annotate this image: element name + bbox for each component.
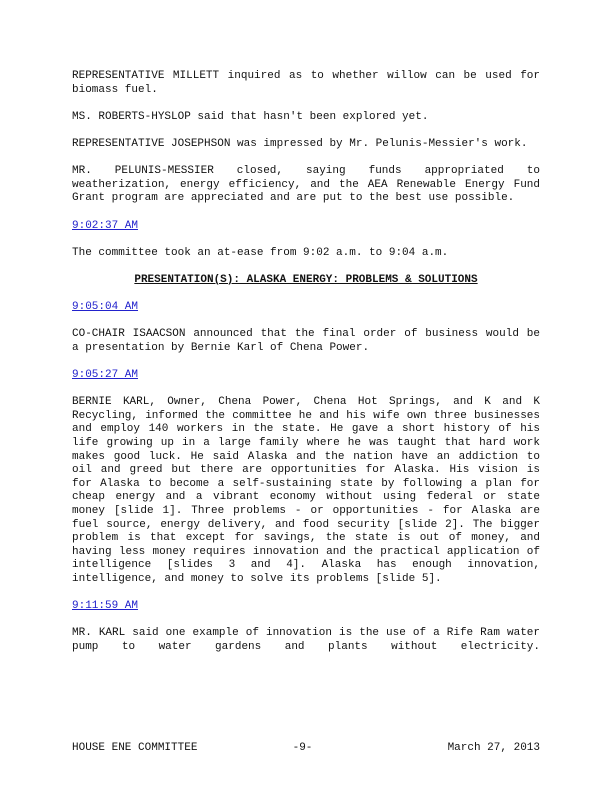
paragraph-karl-2: MR. KARL said one example of innovation is the use of a Rife Ram water pump to water gardens and plants without electricity. (72, 627, 540, 653)
footer-page-number: -9- (292, 742, 313, 754)
paragraph-at-ease: The committee took an at-ease from 9:02 a.m. to 9:04 a.m. (72, 246, 449, 259)
paragraph-pelunis-messier: MR. PELUNIS-MESSIER closed, saying funds appropriated to weatherization, energy efficiency, and the AEA Renewable Energy Fund Grant program are appreciated and are put to the best use possible. (72, 165, 540, 205)
document-page (72, 70, 540, 668)
footer-date: March 27, 2013 (447, 742, 540, 754)
footer-committee: HOUSE ENE COMMITTEE (72, 742, 198, 754)
paragraph-roberts-hyslop: MS. ROBERTS-HYSLOP said that hasn't been explored yet. (72, 110, 429, 123)
paragraph-millett: REPRESENTATIVE MILLETT inquired as to whether willow can be used for biomass fuel. (72, 70, 540, 96)
timestamp-link[interactable]: 9:02:37 AM (72, 219, 139, 232)
paragraph-isaacson: CO-CHAIR ISAACSON announced that the final order of business would be a presentation by Bernie Karl of Chena Power. (72, 328, 540, 354)
timestamp-link[interactable]: 9:11:59 AM (72, 600, 139, 613)
page-footer (72, 742, 540, 754)
section-heading: PRESENTATION(S): ALASKA ENERGY: PROBLEMS & SOLUTIONS (134, 273, 478, 286)
paragraph-josephson: REPRESENTATIVE JOSEPHSON was impressed by Mr. Pelunis-Messier's work. (72, 137, 528, 150)
timestamp-link[interactable]: 9:05:27 AM (72, 369, 139, 382)
paragraph-karl: BERNIE KARL, Owner, Chena Power, Chena Hot Springs, and K and K Recycling, informed the committee he and his wife own three businesses and employ 140 workers in the state. He gave a short history of his life growing up in a large family where he was taught that hard work makes good luck. He said Alaska and the nation have an addiction to oil and greed but there are opportunities for Alaska. His vision is for Alaska to become a self-sustaining state by following a plan for cheap energy and a vibrant economy without using federal or state money [slide 1]. Three problems - or opportunities - for Alaska are fuel source, energy delivery, and food security [slide 2]. The bigger problem is that except for savings, the state is out of money, and having less money requires innovation and the practical application of intelligence [slides 3 and 4]. Alaska has enough innovation, intelligence, and money to solve its problems [slide 5]. (72, 396, 540, 585)
timestamp-link[interactable]: 9:05:04 AM (72, 301, 139, 314)
